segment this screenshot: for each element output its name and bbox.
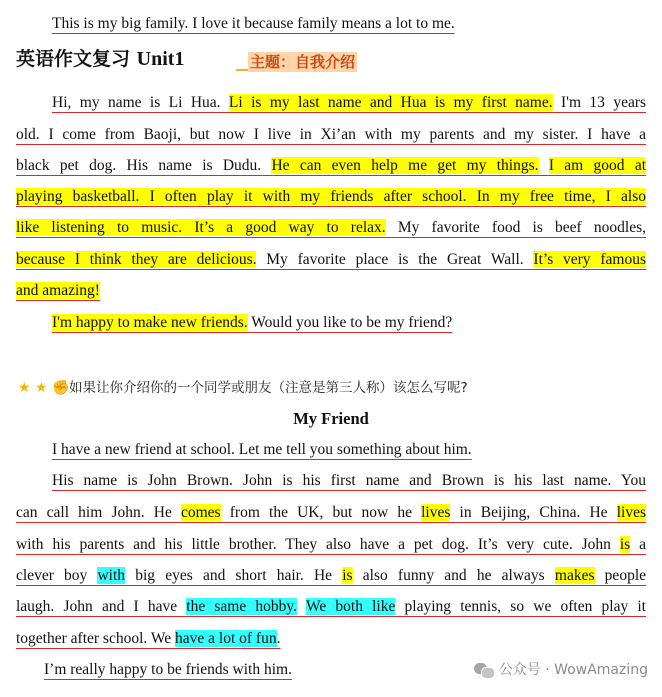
essay2-highlight-cyan: We both like	[305, 598, 396, 615]
section-heading	[16, 46, 184, 72]
essay2-text: with his parents and his little brother. They also have a pet dog. It’s very cute. John	[16, 536, 620, 553]
prompt-text: 如果让你介绍你的一个同学或朋友（注意是第三人称）该怎么写呢?	[69, 380, 468, 396]
essay1-text: I'm 13 years	[552, 94, 646, 111]
essay2-highlight-cyan: the same hobby.	[186, 598, 298, 615]
heading-unit: Unit1	[136, 48, 185, 70]
essay2-highlight-cyan: with	[97, 567, 126, 584]
watermark	[474, 660, 648, 680]
essay1-line-4	[16, 187, 646, 207]
essay2-text: in Beijing, China. He	[450, 504, 617, 521]
essay1-line-3	[16, 156, 646, 176]
essay2-line-6	[16, 597, 646, 617]
essay2-highlight: makes	[554, 567, 595, 584]
essay1-line-8	[52, 313, 646, 333]
essay2-title: My Friend	[293, 409, 369, 428]
essay1-line-1	[52, 93, 646, 113]
essay2-line-3	[16, 503, 646, 523]
essay2-text: together after school. We	[16, 630, 176, 647]
essay2-text: clever boy	[16, 567, 98, 584]
essay2-line-8: I’m really happy to be friends with him.	[44, 661, 292, 678]
essay2-line-7	[16, 629, 346, 649]
essay1-highlight: He can even help me get my things.	[271, 157, 539, 174]
watermark-text: 公众号 · WowAmazing	[498, 662, 648, 678]
essay2-text: from the UK, but now he	[220, 504, 422, 521]
essay2-line-5	[16, 566, 646, 586]
flexed-arm-icon: ✊	[52, 380, 70, 396]
star-icon: ★	[18, 380, 31, 396]
essay1-text: black pet dog. His name is Dudu.	[16, 157, 272, 174]
essay1-text: Hi, my name is Li Hua.	[52, 94, 229, 111]
wechat-icon	[474, 662, 494, 678]
essay2-highlight: lives	[421, 504, 451, 521]
essay1-line-7	[16, 281, 646, 301]
prompt-line	[18, 378, 468, 398]
essay1-text: My favorite food is beef noodles,	[385, 219, 646, 236]
essay2-text: people	[594, 567, 646, 584]
essay2-line-2: His name is John Brown. John is his first name and Brown is his last name. You	[52, 472, 646, 489]
essay1-text: Would you like to be my friend?	[247, 314, 453, 331]
essay1-highlight: and amazing!	[16, 282, 100, 299]
essay1-text: My favorite place is the Great Wall.	[256, 251, 534, 268]
essay2-text: .	[276, 630, 281, 647]
topic-label: 主题：自我介绍	[250, 53, 356, 71]
family-sentence: This is my big family. I love it because family means a lot to me.	[52, 15, 455, 32]
essay2-highlight: is	[619, 536, 631, 553]
essay1-line-2: old. I come from Baoji, but now I live in Xi’an with my parents and my sister. I have a	[16, 126, 646, 143]
essay1-highlight: It’s very famous	[533, 251, 646, 268]
essay1-highlight: like listening to music. It’s a good way to relax.	[16, 219, 386, 236]
essay2-highlight: comes	[180, 504, 221, 521]
essay2-text: big eyes and short hair. He	[125, 567, 343, 584]
essay2-line-1: I have a new friend at school. Let me tell you something about him.	[52, 441, 472, 458]
star-icon: ★	[35, 380, 48, 396]
essay2-highlight: lives	[616, 504, 646, 521]
essay2-text: can call him John. He	[16, 504, 181, 521]
essay1-highlight: I'm happy to make new friends.	[52, 314, 248, 331]
essay2-highlight-cyan: have a lot of fun	[175, 630, 277, 647]
essay2-highlight: is	[342, 567, 353, 584]
essay2-line-4	[16, 535, 646, 555]
essay2-text: also funny and he always	[352, 567, 555, 584]
essay2-text: a	[630, 536, 646, 553]
essay1-line-6	[16, 250, 646, 270]
essay1-text	[539, 157, 549, 174]
essay2-text: playing tennis, so we often play it	[395, 598, 646, 615]
essay1-highlight: because I think they are delicious.	[16, 251, 257, 268]
essay1-highlight: Li is my last name and Hua is my first name.	[228, 94, 553, 111]
essay2-text: laugh. John and I have	[16, 598, 187, 615]
essay2-text	[297, 598, 306, 615]
essay1-line-5	[16, 218, 646, 238]
essay1-highlight: playing basketball. I often play it with my friends after school. In my free time, I also	[16, 188, 646, 205]
essay1-highlight: I am good at	[548, 157, 646, 174]
heading-chinese: 英语作文复习	[16, 48, 137, 70]
